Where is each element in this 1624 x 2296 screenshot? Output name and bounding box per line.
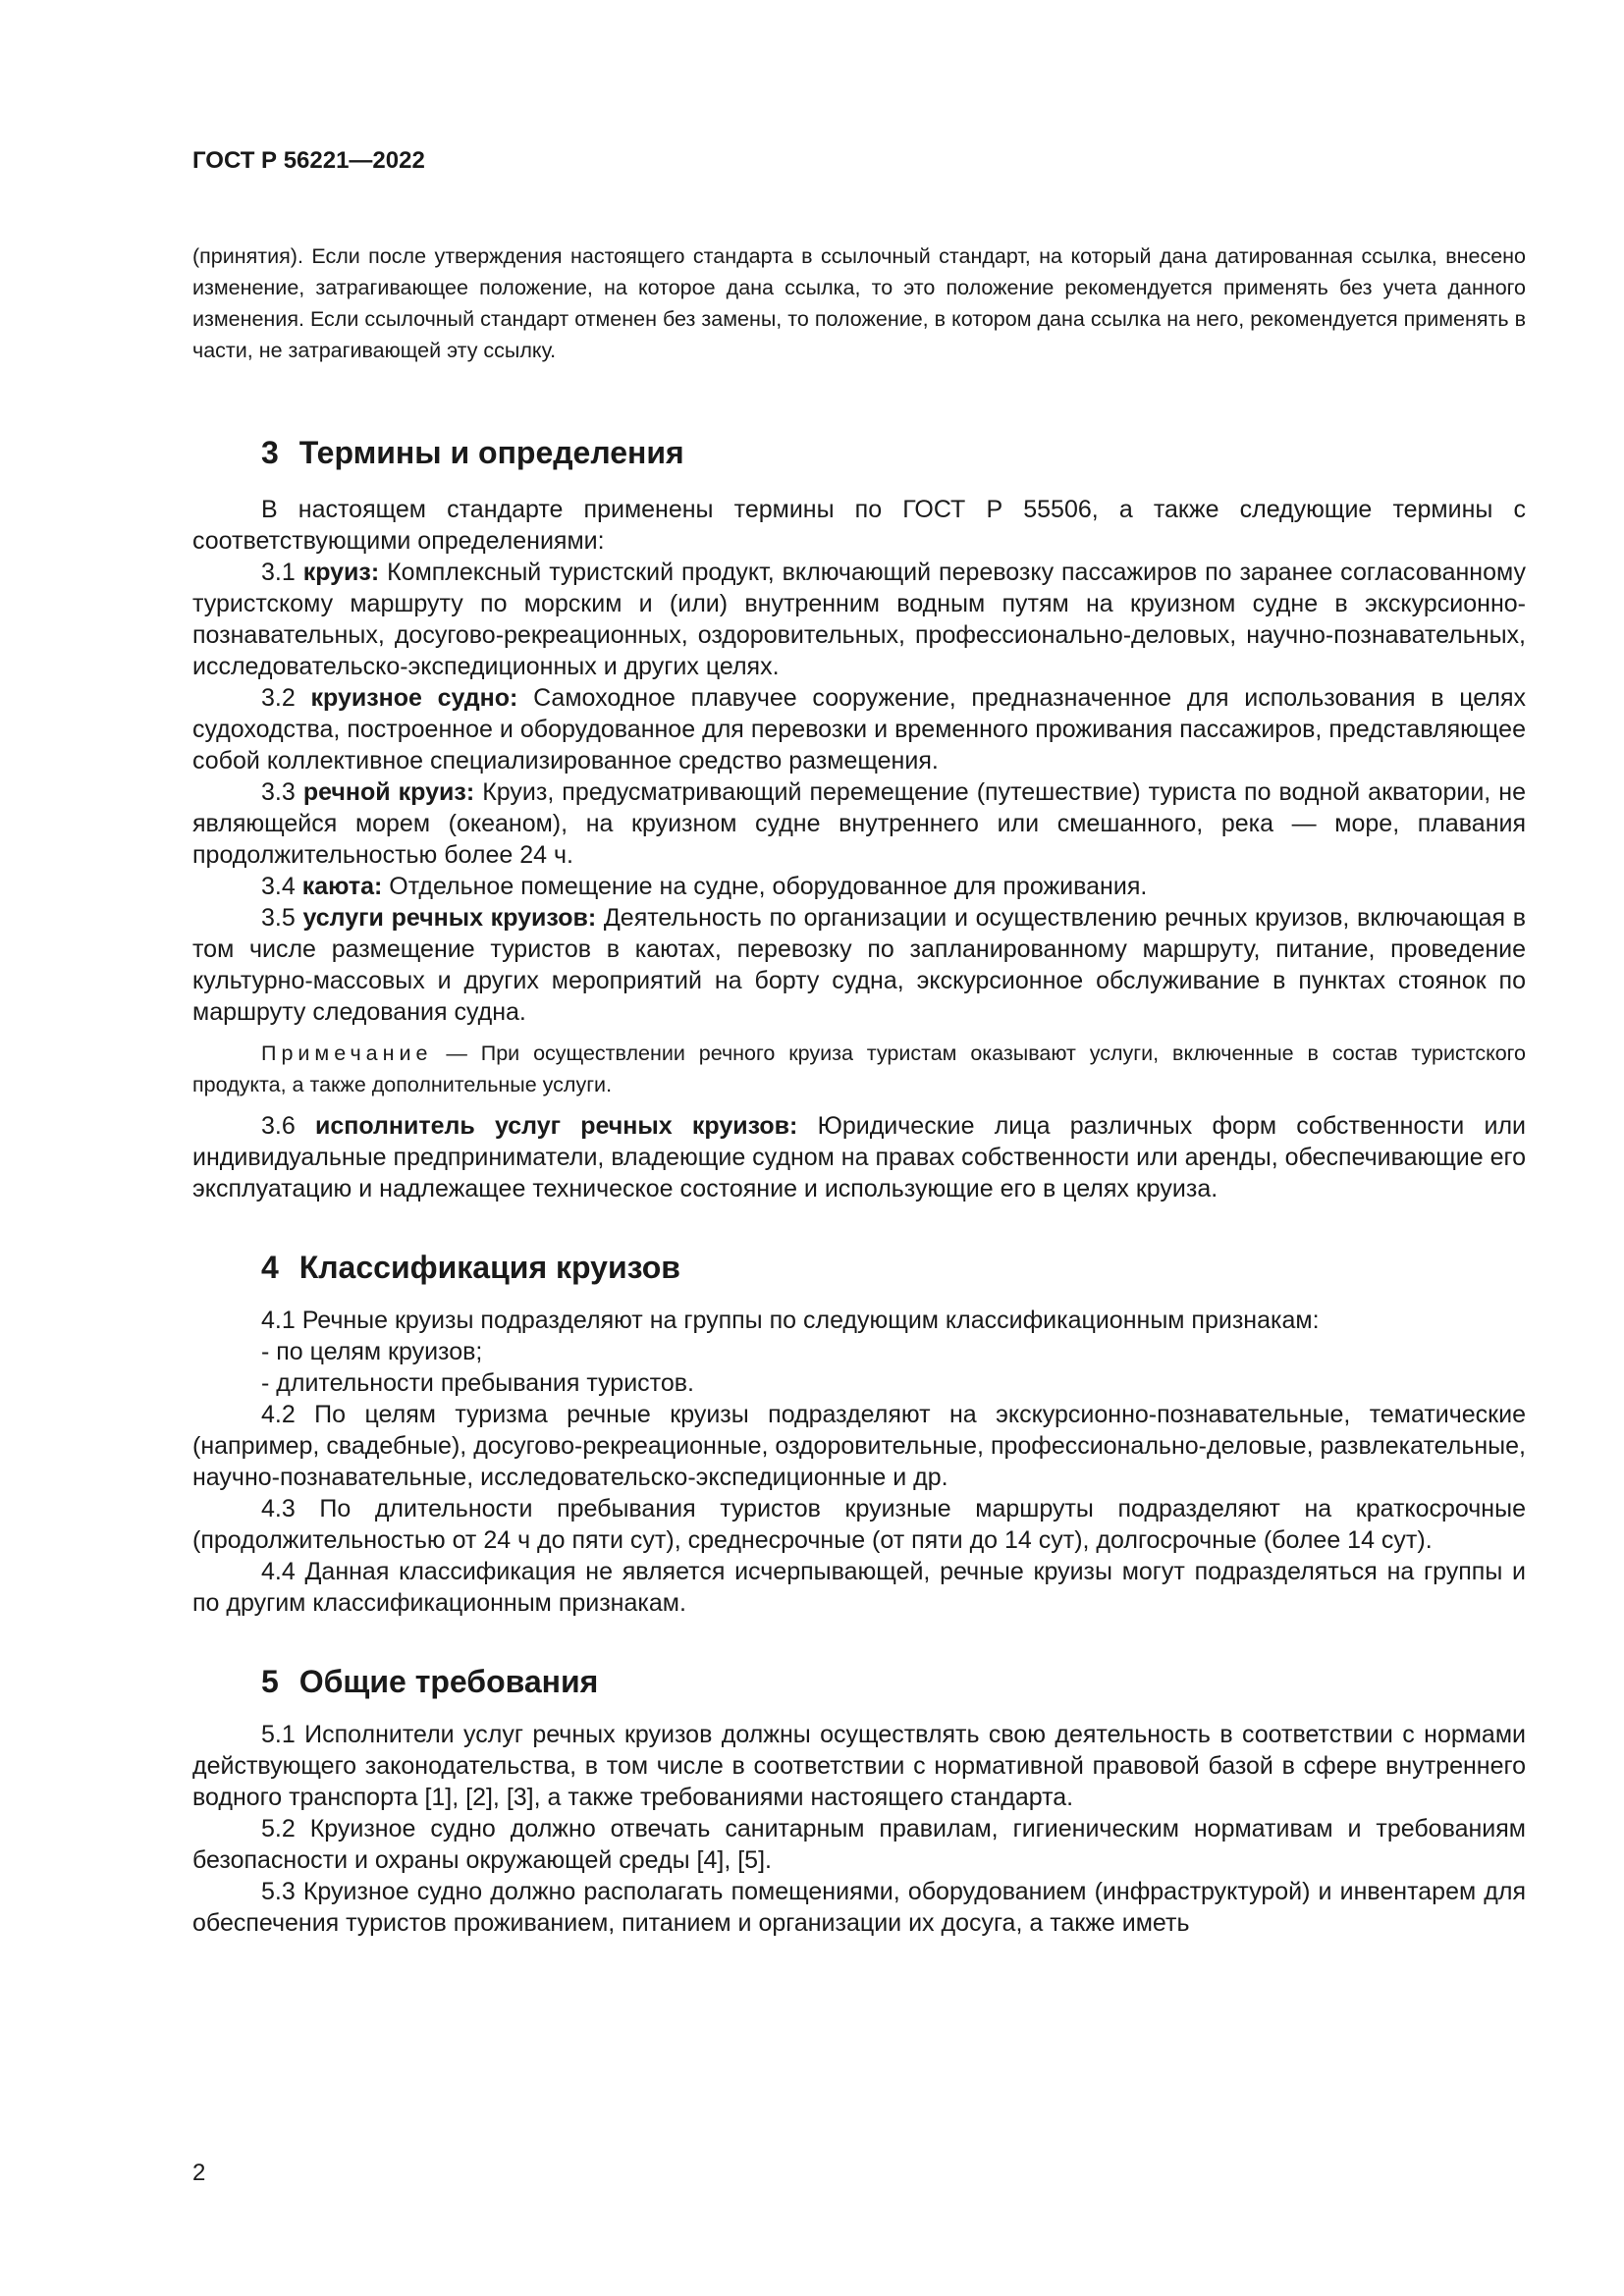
term-3-6: [192, 1110, 1526, 1204]
page-number: 2: [192, 2160, 206, 2186]
section-4-number: 4: [261, 1250, 279, 1285]
section-3-heading: [192, 433, 1526, 472]
term-definition: Комплексный туристский продукт, включающий перевозку пассажиров по заранее согласованному туристскому маршруту по морским и (или) внутренним водным путям на круизном судне в экскурсионно-познавательных, досугово-рекреационных, оздоровительных, профессионально-деловых, научно-познавательных, исследовательско-экспедиционных и других целях.: [192, 559, 1526, 680]
term-3-1: [192, 557, 1526, 682]
para-4-1: 4.1 Речные круизы подразделяют на группы по следующим классификационным признакам:: [261, 1307, 1320, 1334]
para-5-3: 5.3 Круизное судно должно располагать помещениями, оборудованием (инфраструктурой) и инвентарем для обеспечения туристов проживанием, питанием и организации их досуга, а также иметь: [192, 1878, 1526, 1937]
term-name: каюта:: [301, 873, 383, 900]
section-5-heading: [192, 1662, 1526, 1701]
term-name: исполнитель услуг речных круизов:: [314, 1112, 798, 1140]
section-3-lead: В настоящем стандарте применены термины по ГОСТ Р 55506, а также следующие термины с соответствующими определениями:: [192, 496, 1526, 555]
term-number: 3.6: [261, 1112, 296, 1140]
intro-paragraph: (принятия). Если после утверждения настоящего стандарта в ссылочный стандарт, на который дана датированная ссылка, внесено изменение, затрагивающее положение, на которое дана ссылка, то это положение рекомендуется применять без учета данного изменения. Если ссылочный стандарт отменен без замены, то положение, в котором дана ссылка на него, рекомендуется применять в части, не затрагивающей эту ссылку.: [192, 244, 1526, 362]
para-4-4: 4.4 Данная классификация не является исчерпывающей, речные круизы могут подразделяться на группы и по другим классификационным признакам.: [192, 1558, 1526, 1617]
note: [192, 1038, 1526, 1100]
term-3-3: [192, 776, 1526, 871]
document-page: [192, 147, 1526, 1939]
document-header: ГОСТ Р 56221—2022: [192, 147, 425, 174]
section-4-title: Классификация круизов: [298, 1250, 680, 1285]
term-3-4: [192, 871, 1526, 902]
term-number: 3.1: [261, 559, 296, 586]
term-3-2: [192, 682, 1526, 776]
term-number: 3.4: [261, 873, 296, 900]
section-3-title: Термины и определения: [298, 435, 684, 470]
para-4-3: 4.3 По длительности пребывания туристов круизные маршруты подразделяют на краткосрочные (продолжительностью от 24 ч до пяти сут), среднесрочные (от пяти до 14 сут), долгосрочные (более 14 сут).: [192, 1495, 1526, 1554]
term-number: 3.3: [261, 778, 296, 806]
term-definition: Деятельность по организации и осуществлению речных круизов, включающая в том числе размещение туристов в каютах, перевозку по запланированному маршруту, питание, проведение культурно-массовых и других мероприятий на борту судна, экскурсионное обслуживание в пунктах стоянок по маршруту следования судна.: [192, 904, 1527, 1026]
list-item: - по целям круизов;: [261, 1338, 483, 1365]
term-definition: Самоходное плавучее сооружение, предназначенное для использования в целях судоходства, построенное и оборудованное для перевозки и временного проживания пассажиров, представляющее собой коллективное специализированное средство размещения.: [192, 684, 1526, 774]
term-name: круизное судно:: [310, 684, 518, 712]
term-name: речной круиз:: [302, 778, 475, 806]
term-number: 3.5: [261, 904, 296, 932]
term-definition: Юридические лица различных форм собственности или индивидуальные предприниматели, владеющие судном на правах собственности или аренды, обеспечивающие его эксплуатацию и надлежащее техническое состояние и использующие его в целях круиза.: [192, 1112, 1526, 1202]
term-3-5: [192, 902, 1526, 1028]
term-definition: Круиз, предусматривающий перемещение (путешествие) туриста по водной акватории, не являющейся морем (океаном), на круизном судне внутреннего или смешанного, река — море, плавания продолжительностью более 24 ч.: [192, 778, 1526, 869]
para-4-2: 4.2 По целям туризма речные круизы подразделяют на экскурсионно-познавательные, тематические (например, свадебные), досугово-рекреационные, оздоровительные, профессионально-деловые, развлекательные, научно-познавательные, исследовательско-экспедиционные и др.: [192, 1401, 1526, 1491]
para-5-1: 5.1 Исполнители услуг речных круизов должны осуществлять свою деятельность в соответствии с нормами действующего законодательства, в том числе в соответствии с нормативной правовой базой в сфере внутреннего водного транспорта [1], [2], [3], а также требованиями настоящего стандарта.: [192, 1721, 1526, 1811]
section-3-number: 3: [261, 435, 279, 470]
term-name: круиз:: [302, 559, 380, 586]
section-5-title: Общие требования: [298, 1664, 599, 1699]
term-definition: Отдельное помещение на судне, оборудованное для проживания.: [382, 873, 1148, 900]
term-number: 3.2: [261, 684, 296, 712]
section-4-heading: [192, 1248, 1526, 1287]
para-5-2: 5.2 Круизное судно должно отвечать санитарным правилам, гигиеническим нормативам и требованиям безопасности и охраны окружающей среды [4], [5].: [192, 1815, 1526, 1874]
note-text: — При осуществлении речного круиза туристам оказывают услуги, включенные в состав туристского продукта, а также дополнительные услуги.: [192, 1041, 1526, 1096]
note-label: Примечание: [261, 1041, 433, 1065]
term-name: услуги речных круизов:: [302, 904, 597, 932]
list-item: - длительности пребывания туристов.: [261, 1369, 694, 1397]
section-5-number: 5: [261, 1664, 279, 1699]
